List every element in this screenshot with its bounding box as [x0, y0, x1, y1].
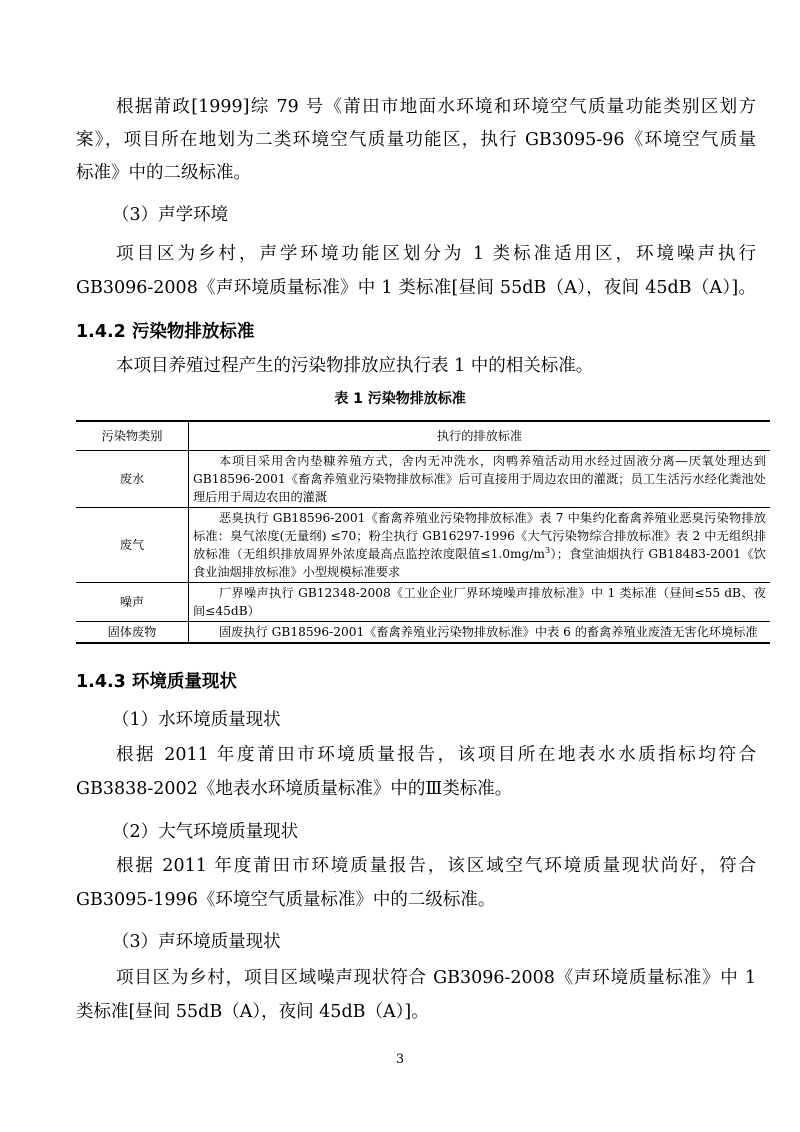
- para5-line1: 根据 2011 年度莆田市环境质量报告，该区域空气环境质量现状尚好，符合: [116, 856, 756, 876]
- row-category: 噪声: [76, 583, 189, 622]
- superscript-3: 3: [544, 545, 551, 555]
- para1-line3: 标准》中的二级标准。: [76, 163, 251, 183]
- pollutant-standards-table: [76, 420, 770, 644]
- acoustic-heading: （3）声学环境: [112, 205, 229, 225]
- air-heading: （2）大气环境质量现状: [112, 822, 299, 842]
- table-row: [76, 583, 770, 622]
- row-standard: 厂界噪声执行 GB12348-2008《工业企业厂界环境噪声排放标准》中 1 类标准（昼间≤55 dB、夜间≤45dB）: [189, 583, 771, 622]
- table-caption: 表 1 污染物排放标准: [334, 391, 466, 407]
- para5-line2: GB3095-1996《环境空气质量标准》中的二级标准。: [76, 890, 496, 910]
- row-standard: 固废执行 GB18596-2001《畜禽养殖业污染物排放标准》中表 6 的畜禽养殖业废渣无害化环境标准: [189, 622, 771, 644]
- col-header-standard: 执行的排放标准: [189, 421, 771, 451]
- row-standard: 本项目采用舍内垫糠养殖方式，舍内无冲洗水，肉鸭养殖活动用水经过固液分离—厌氧处理达到 GB18596-2001《畜禽养殖业污染物排放标准》后可直接用于周边农田的灌溉；员工生活污水经化粪池处理后用于周边农田的灌溉: [189, 451, 771, 508]
- row-standard-part-a: 恶臭执行 GB18596-2001《畜禽养殖业污染物排放标准》表 7 中集约化畜禽养殖业恶臭污染物排放标准：臭气浓度(无量纲) ≤70；粉尘执行 GB16297-1996《大气污染物综合排放标准》表 2 中无组织排放标准（无组织排放周界外浓度最高点监控浓度限值≤1.0mg/m: [193, 511, 766, 561]
- row-category: 固体废物: [76, 622, 189, 644]
- table-header-row: [76, 421, 770, 451]
- water-heading: （1）水环境质量现状: [112, 710, 281, 730]
- para6-line2: 类标准[昼间 55dB（A），夜间 45dB（A）]。: [76, 1002, 429, 1022]
- table-row: [76, 451, 770, 508]
- section-1-4-2-heading: 1.4.2 污染物排放标准: [76, 322, 255, 342]
- para2-line2: GB3096-2008《声环境质量标准》中 1 类标准[昼间 55dB（A），夜间 45dB（A）]。: [76, 278, 756, 298]
- para6-line1: 项目区为乡村，项目区域噪声现状符合 GB3096-2008《声环境质量标准》中 1: [116, 968, 756, 988]
- page-number: 3: [395, 1052, 405, 1067]
- noise-heading: （3）声环境质量现状: [112, 932, 281, 952]
- para3: 本项目养殖过程产生的污染物排放应执行表 1 中的相关标准。: [116, 356, 594, 376]
- para4-line1: 根据 2011 年度莆田市环境质量报告，该项目所在地表水水质指标均符合: [116, 745, 756, 765]
- section-1-4-3-heading: 1.4.3 环境质量现状: [76, 672, 237, 692]
- row-category: 废水: [76, 451, 189, 508]
- para1-line2: 案》，项目所在地划为二类环境空气质量功能区，执行 GB3095-96《环境空气质量: [76, 130, 756, 150]
- row-standard: [189, 508, 771, 583]
- para1-line1: 根据莆政[1999]综 79 号《莆田市地面水环境和环境空气质量功能类别区划方: [116, 97, 756, 117]
- para4-line2: GB3838-2002《地表水环境质量标准》中的Ⅲ类标准。: [76, 779, 513, 799]
- row-category: 废气: [76, 508, 189, 583]
- table-row: [76, 508, 770, 583]
- row-standard-part-b: ）；食堂油烟执行 GB18483-2001《饮食业油烟排放标准》小型规模标准要求: [193, 547, 766, 579]
- table-row: [76, 622, 770, 644]
- col-header-category: 污染物类别: [76, 421, 189, 451]
- para2-line1: 项目区为乡村，声学环境功能区划分为 1 类标准适用区，环境噪声执行: [116, 244, 756, 264]
